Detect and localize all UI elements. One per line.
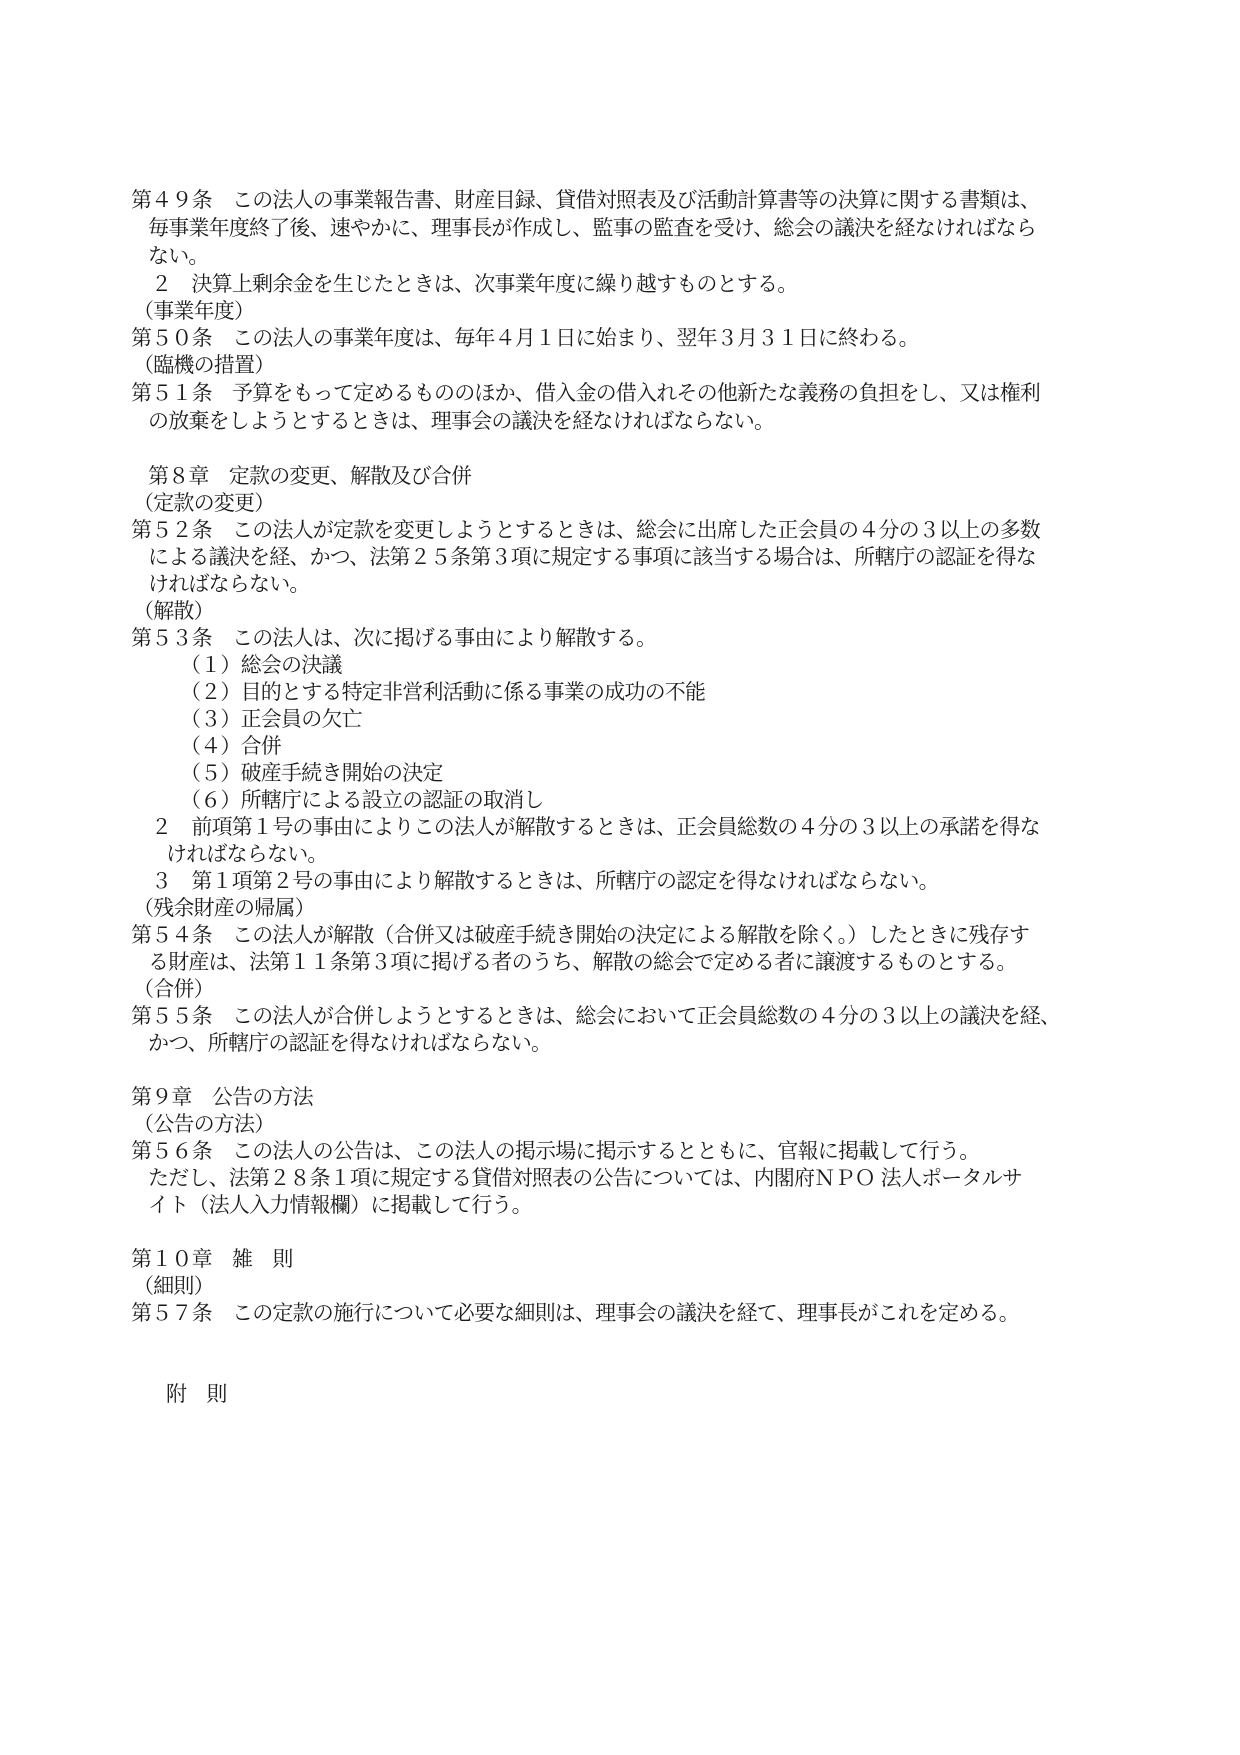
heading-dissolution: （解散） [133, 599, 214, 623]
heading-bylaws: （細則） [133, 1274, 214, 1298]
article-52-line-2: による議決を経、かつ、法第２５条第３項に規定する事項に該当する場合は、所轄庁の認証を得な [148, 545, 1036, 569]
article-53-item-4: （４）合併 [180, 734, 281, 758]
article-53: 第５３条 この法人は、次に掲げる事由により解散する。 [131, 626, 657, 650]
article-53-item-6: （６）所轄庁による設立の認証の取消し [180, 788, 544, 812]
chapter-8-title: 第８章 定款の変更、解散及び合併 [148, 464, 472, 488]
article-49-line-2: 毎事業年度終了後、速やかに、理事長が作成し、監事の監査を受け、総会の議決を経なければなら [148, 216, 1036, 240]
chapter-9-title: 第９章 公告の方法 [131, 1085, 313, 1109]
article-51-line-1: 第５１条 予算をもって定めるもののほか、借入金の借入れその他新たな義務の負担をし、又は権利 [131, 381, 1040, 405]
heading-residual-assets: （残余財産の帰属） [133, 896, 315, 920]
article-55-line-1: 第５５条 この法人が合併しようとするときは、総会において正会員総数の４分の３以上の議決を経、 [131, 1004, 1061, 1028]
article-52-line-1: 第５２条 この法人が定款を変更しようとするときは、総会に出席した正会員の４分の３以上の多数 [131, 518, 1040, 542]
heading-emergency-measures: （臨機の措置） [133, 353, 275, 377]
article-53-paragraph-2-line-2: ければならない。 [166, 842, 328, 866]
article-50: 第５０条 この法人の事業年度は、毎年４月１日に始まり、翌年３月３１日に終わる。 [131, 326, 919, 350]
article-51-line-2: の放棄をしようとするときは、理事会の議決を経なければならない。 [148, 409, 775, 433]
article-49-paragraph-2: ２ 決算上剰余金を生じたときは、次事業年度に繰り越すものとする。 [151, 272, 798, 296]
heading-amendment: （定款の変更） [133, 491, 275, 515]
article-54-line-2: る財産は、法第１１条第３項に掲げる者のうち、解散の総会で定める者に譲渡するものとする。 [148, 950, 1017, 974]
supplementary-provisions-title: 附 則 [166, 1382, 227, 1406]
article-49-line-1: 第４９条 この法人の事業報告書、財産目録、貸借対照表及び活動計算書等の決算に関する書類は、 [131, 188, 1040, 212]
article-53-item-3: （３）正会員の欠亡 [180, 707, 362, 731]
article-53-item-5: （５）破産手続き開始の決定 [180, 761, 443, 785]
article-54-line-1: 第５４条 この法人が解散（合併又は破産手続き開始の決定による解散を除く。）したときに残存す [131, 923, 1030, 947]
article-56-line-3: イト（法人入力情報欄）に掲載して行う。 [148, 1193, 532, 1217]
heading-merger: （合併） [133, 977, 214, 1001]
article-56-line-1: 第５６条 この法人の公告は、この法人の掲示場に掲示するとともに、官報に掲載して行う。 [131, 1139, 980, 1163]
article-53-item-1: （１）総会の決議 [180, 653, 342, 677]
article-53-paragraph-3: ３ 第１項第２号の事由により解散するときは、所轄庁の認定を得なければならない。 [151, 869, 939, 893]
chapter-10-title: 第１０章 雑 則 [131, 1247, 293, 1271]
article-49-line-3: ない。 [148, 244, 209, 268]
article-53-item-2: （２）目的とする特定非営利活動に係る事業の成功の不能 [180, 680, 706, 704]
article-57: 第５７条 この定款の施行について必要な細則は、理事会の議決を経て、理事長がこれを定める。 [131, 1301, 1019, 1325]
article-52-line-3: ければならない。 [148, 572, 310, 596]
article-53-paragraph-2-line-1: ２ 前項第１号の事由によりこの法人が解散するときは、正会員総数の４分の３以上の承諾を得な [151, 815, 1040, 839]
article-56-line-2: ただし、法第２８条１項に規定する貸借対照表の公告については、内閣府ＮＰＯ 法人ポータルサ [148, 1166, 1023, 1190]
article-55-line-2: かつ、所轄庁の認証を得なければならない。 [148, 1031, 552, 1055]
heading-public-notice: （公告の方法） [133, 1112, 275, 1136]
heading-fiscal-year: （事業年度） [133, 299, 255, 323]
